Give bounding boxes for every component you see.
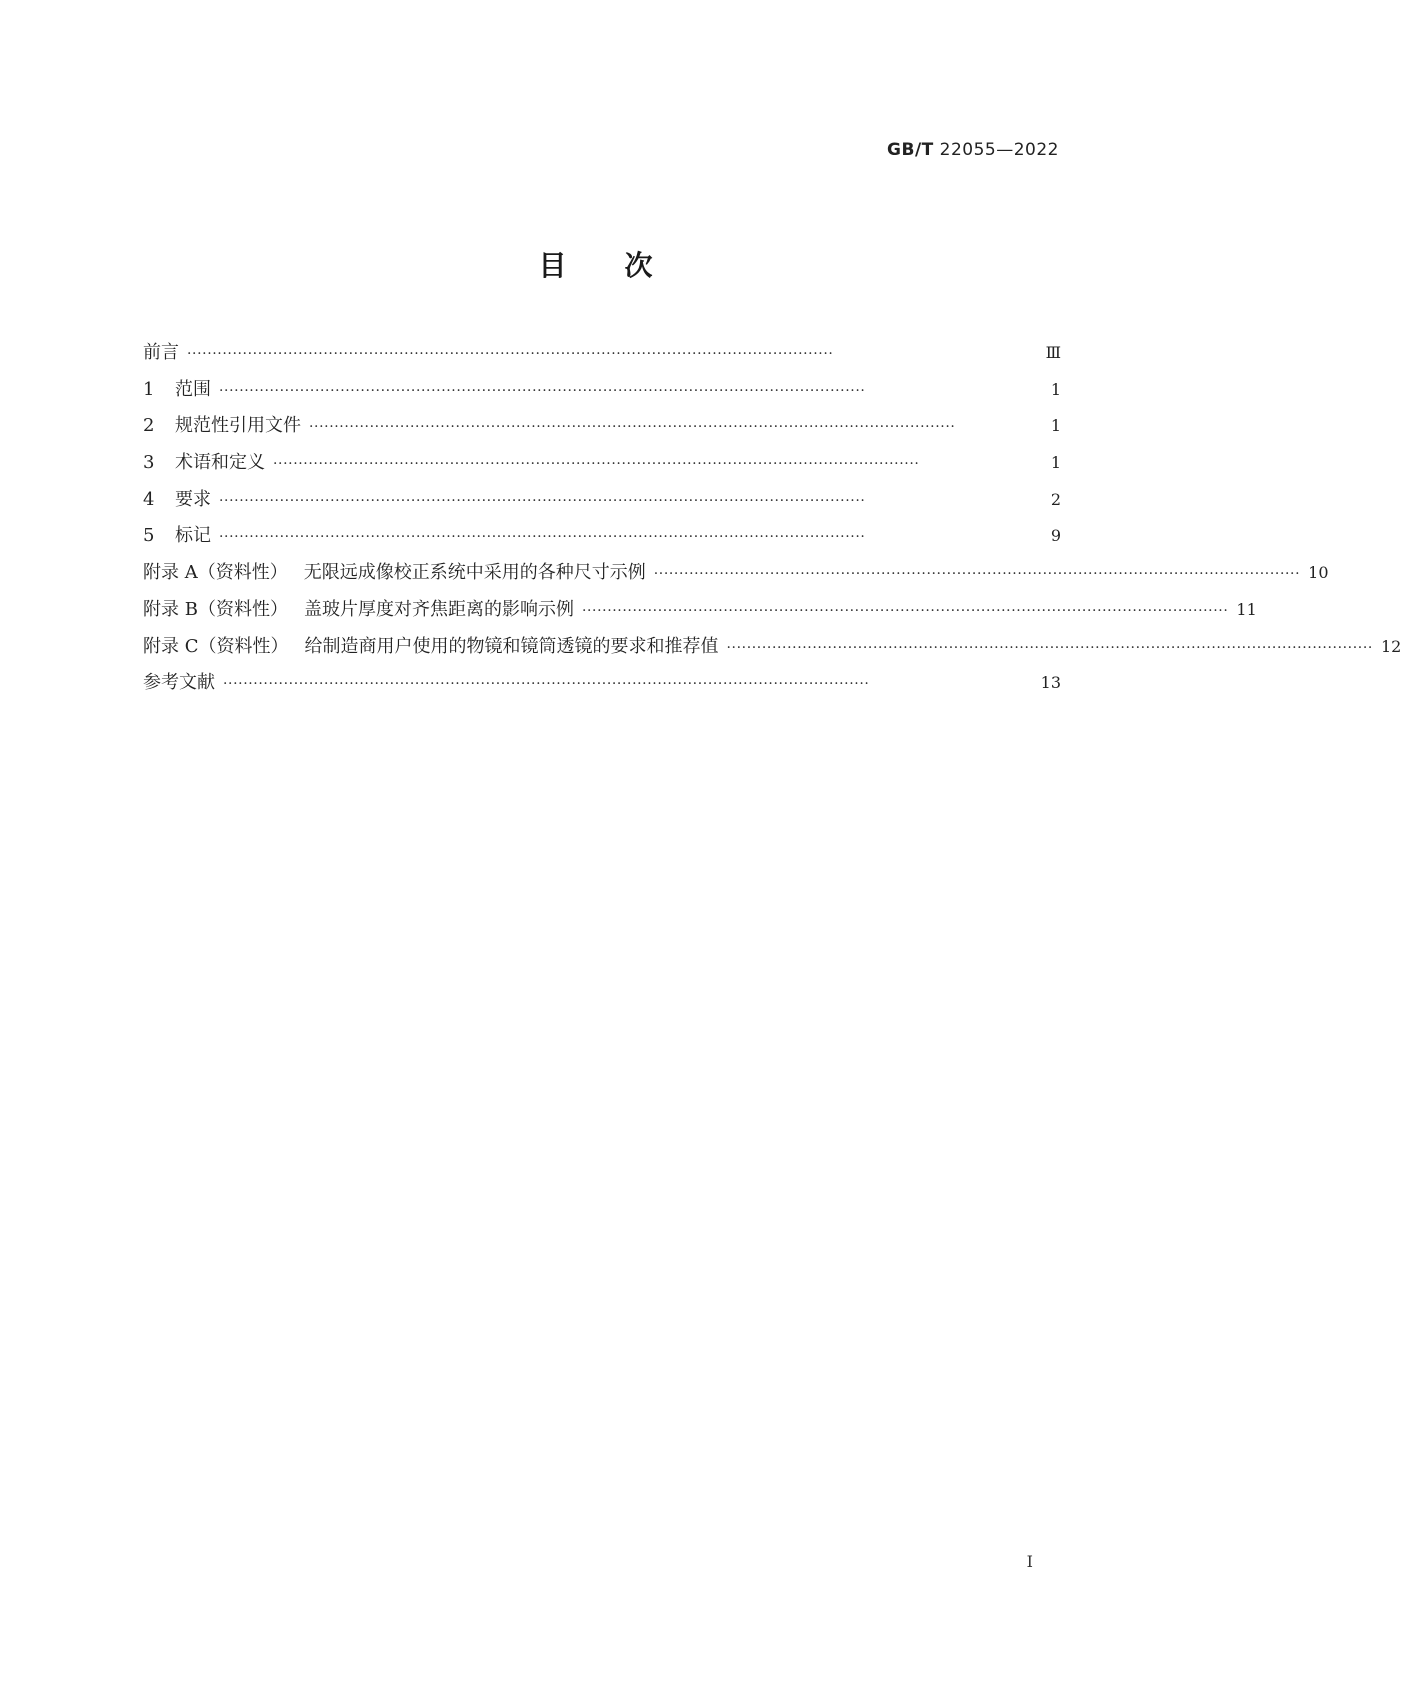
- toc-title: 术语和定义: [175, 452, 265, 474]
- toc-page-number: 1: [1050, 416, 1061, 436]
- standard-code: [887, 140, 1059, 160]
- toc-section-number: 4: [143, 488, 155, 510]
- toc-title: 要求: [175, 488, 211, 510]
- toc-label: [143, 453, 273, 473]
- toc-entry-bibliography[interactable]: [143, 673, 1061, 710]
- toc-leader-dots: ································································································································: [726, 639, 1373, 656]
- toc-page-number: 9: [1050, 526, 1061, 546]
- toc-title: 盖玻片厚度对齐焦距离的影响示例: [303, 598, 574, 620]
- toc-page-number: 10: [1308, 563, 1329, 583]
- toc-leader-dots: ································································································································: [219, 492, 866, 509]
- toc-title: 标记: [175, 525, 211, 547]
- toc-annex-type: （资料性）: [198, 635, 289, 657]
- toc-page-number: Ⅲ: [1045, 343, 1061, 362]
- toc-title: 前言: [143, 342, 179, 363]
- toc-page-number: 1: [1050, 453, 1061, 473]
- toc-annex-type: （资料性）: [197, 562, 288, 584]
- toc-label: [143, 416, 309, 436]
- toc-annex-number: 附录 B: [143, 598, 198, 620]
- toc-leader-dots: ································································································································: [653, 566, 1301, 583]
- toc-page-number: 1: [1050, 379, 1061, 399]
- toc-title: 范围: [175, 378, 211, 400]
- page-number: I: [1026, 1552, 1033, 1571]
- toc-entry-terms-definitions[interactable]: [143, 453, 1061, 490]
- toc-entry-requirements[interactable]: [143, 490, 1061, 527]
- toc-section-number: 3: [143, 452, 155, 474]
- toc-entry-normative-references[interactable]: [143, 416, 1061, 453]
- toc-leader-dots: ································································································································: [219, 382, 866, 399]
- toc-page-number: 2: [1050, 489, 1061, 509]
- toc-title: 无限远成像校正系统中采用的各种尺寸示例: [303, 562, 646, 584]
- toc-entry-annex-b[interactable]: [143, 598, 1257, 637]
- toc-entry-marking[interactable]: [143, 526, 1061, 563]
- toc-page-number: 13: [1040, 673, 1061, 693]
- toc-entry-foreword[interactable]: [143, 343, 1061, 380]
- table-of-contents: [143, 342, 1401, 710]
- toc-title: 规范性引用文件: [175, 415, 301, 437]
- toc-label: [143, 600, 582, 620]
- toc-label: [143, 673, 223, 693]
- toc-leader-dots: ································································································································: [219, 529, 866, 546]
- toc-section-number: 5: [143, 525, 155, 547]
- toc-label: [143, 380, 219, 400]
- toc-label: [143, 343, 187, 363]
- toc-leader-dots: ································································································································: [273, 456, 920, 473]
- toc-leader-dots: ································································································································: [581, 602, 1229, 619]
- toc-page-number: 11: [1236, 599, 1257, 619]
- toc-entry-scope[interactable]: [143, 380, 1061, 417]
- standard-prefix: GB/T: [887, 140, 934, 160]
- toc-label: [143, 490, 219, 510]
- toc-section-number: 2: [143, 415, 155, 437]
- toc-title: 参考文献: [143, 672, 215, 694]
- page-title: 目次: [538, 249, 711, 282]
- toc-label: [143, 563, 654, 583]
- toc-label: [143, 526, 219, 546]
- toc-entry-annex-c[interactable]: [143, 635, 1401, 674]
- toc-section-number: 1: [143, 378, 155, 400]
- toc-entry-annex-a[interactable]: [143, 562, 1329, 600]
- standard-number: 22055—2022: [939, 140, 1059, 160]
- toc-title: 给制造商用户使用的物镜和镜筒透镜的要求和推荐值: [304, 635, 719, 657]
- toc-page-number: 12: [1380, 636, 1401, 656]
- toc-leader-dots: ································································································································: [309, 419, 956, 436]
- toc-annex-type: （资料性）: [197, 598, 288, 620]
- toc-leader-dots: ································································································································: [187, 346, 834, 362]
- toc-annex-number: 附录 A: [143, 562, 198, 584]
- toc-annex-number: 附录 C: [143, 635, 199, 657]
- toc-leader-dots: ································································································································: [223, 676, 870, 693]
- toc-label: [143, 637, 727, 657]
